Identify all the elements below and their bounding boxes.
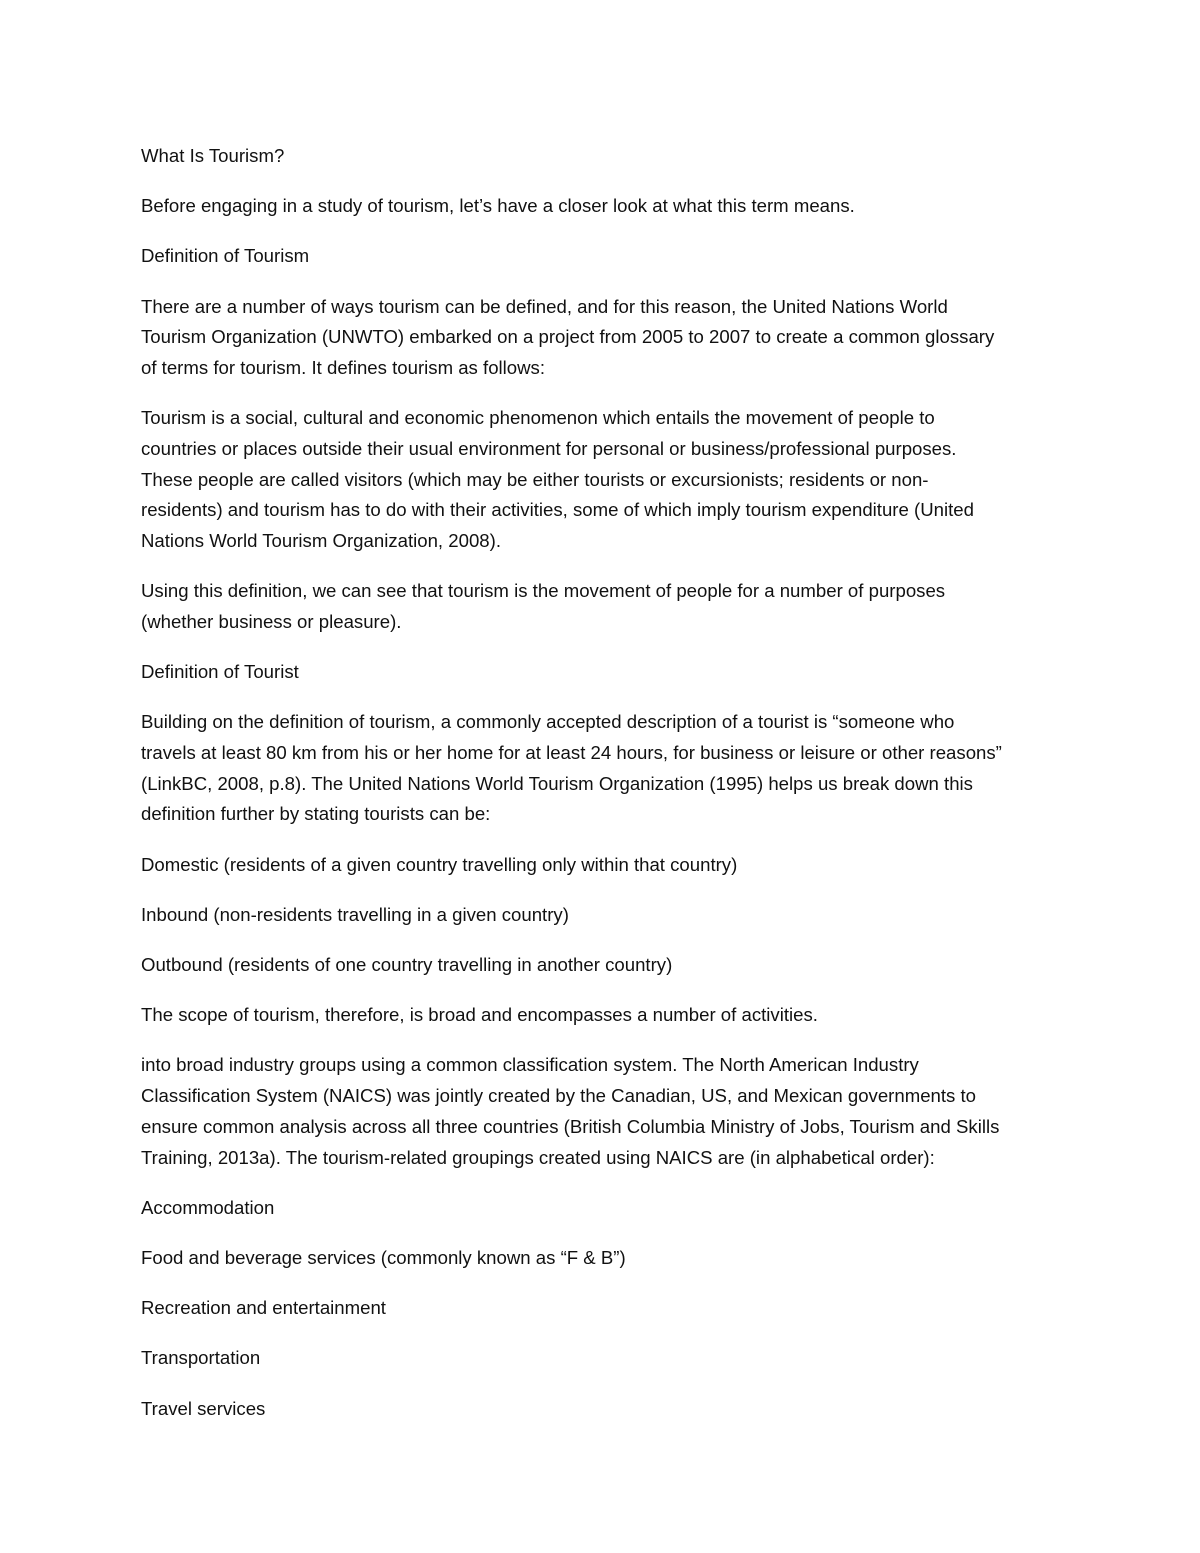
definition-summary-paragraph: Using this definition, we can see that tourism is the movement of people for a number of purposes (whether business or pleasure). bbox=[141, 580, 946, 632]
section-heading-tourist: Definition of Tourist bbox=[141, 661, 299, 683]
list-item-inbound: Inbound (non-residents travelling in a given country) bbox=[141, 903, 569, 925]
definition-quote-paragraph: Tourism is a social, cultural and economic phenomenon which entails the movement of people to countries or places outside their usual environment for personal or business/professional purposes. These people are called visitors (which may be either tourists or excursionists; residents or non- residents) and tourism has to do with their activities, some of which imply tourism expenditure (United Nations World Tourism Organization, 2008). bbox=[141, 407, 974, 552]
intro-paragraph: Before engaging in a study of tourism, let’s have a closer look at what this term means. bbox=[141, 195, 855, 217]
naics-paragraph: into broad industry groups using a common classification system. The North American Industry Classification System (NAICS) was jointly created by the Canadian, US, and Mexican governments to ensure common analysis across all three countries (British Columbia Ministry of Jobs, Tourism and Skills Training, 2013a). The tourism-related groupings created using NAICS are (in alphabetical order): bbox=[141, 1054, 1000, 1168]
list-item-travel-services: Travel services bbox=[141, 1397, 266, 1419]
document-body bbox=[141, 141, 1071, 1444]
page-title: What Is Tourism? bbox=[141, 145, 285, 166]
list-item-domestic: Domestic (residents of a given country travelling only within that country) bbox=[141, 853, 738, 875]
scope-paragraph: The scope of tourism, therefore, is broad and encompasses a number of activities. bbox=[141, 1004, 818, 1026]
list-item-food-beverage: Food and beverage services (commonly known as “F & B”) bbox=[141, 1246, 626, 1268]
list-item-accommodation: Accommodation bbox=[141, 1196, 275, 1218]
tourist-definition-paragraph: Building on the definition of tourism, a commonly accepted description of a tourist is “someone who travels at least 80 km from his or her home for at least 24 hours, for business or leisure or other reasons” (LinkBC, 2008, p.8). The United Nations World Tourism Organization (1995) helps us break down this definition further by stating tourists can be: bbox=[141, 711, 1002, 825]
unwto-paragraph: There are a number of ways tourism can be defined, and for this reason, the United Nations World Tourism Organization (UNWTO) embarked on a project from 2005 to 2007 to create a common glossary of terms for tourism. It defines tourism as follows: bbox=[141, 295, 995, 379]
section-heading-tourism: Definition of Tourism bbox=[141, 245, 310, 267]
list-item-transportation: Transportation bbox=[141, 1347, 261, 1369]
list-item-outbound: Outbound (residents of one country travelling in another country) bbox=[141, 954, 673, 976]
list-item-recreation: Recreation and entertainment bbox=[141, 1297, 386, 1319]
